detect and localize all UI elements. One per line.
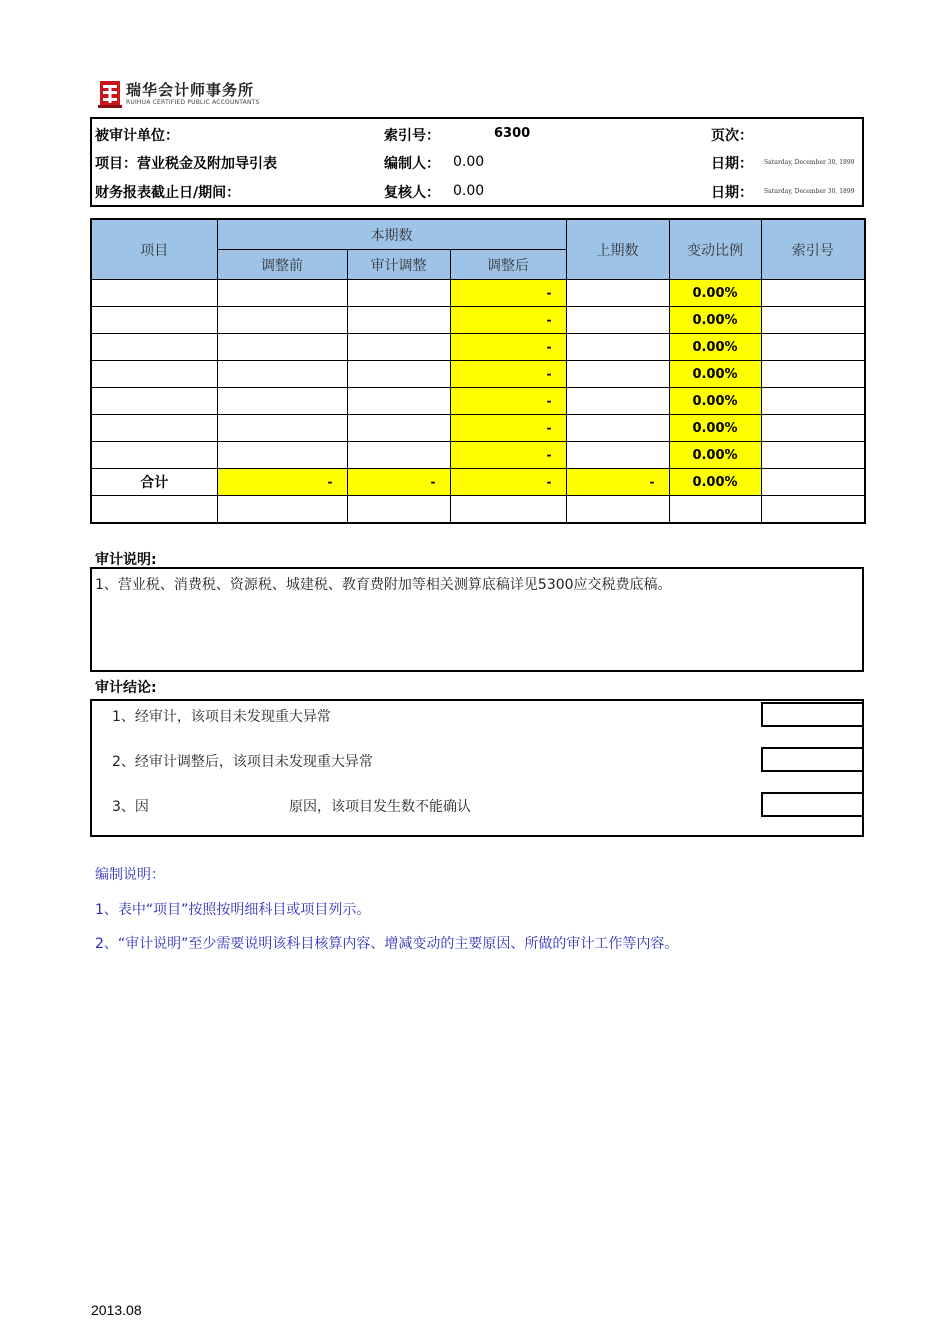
table-row — [91, 307, 865, 334]
cell-before[interactable] — [217, 388, 347, 415]
cell-after: - — [450, 280, 566, 307]
cell-ref[interactable] — [761, 415, 865, 442]
cell-adj[interactable] — [347, 388, 450, 415]
conclusion-checkbox-1[interactable] — [761, 702, 863, 727]
logo-seal-icon — [98, 77, 122, 109]
cell-ratio: 0.00% — [669, 334, 761, 361]
conclusion-item-2: 2、经审计调整后，该项目未发现重大异常 — [112, 754, 373, 770]
audit-notes-title: 审计说明: — [95, 552, 157, 568]
instructions-title: 编制说明： — [95, 867, 165, 883]
logo-subtitle: RUIHUA CERTIFIED PUBLIC ACCOUNTANTS — [126, 99, 260, 106]
company-logo — [98, 75, 258, 111]
cell-ref[interactable] — [761, 361, 865, 388]
date-value-2: Saturday, December 30, 1899 — [764, 188, 855, 195]
cell-item[interactable] — [91, 496, 217, 524]
cell-ratio: 0.00% — [669, 442, 761, 469]
date-label-1: 日期： — [711, 156, 753, 172]
cell-ref[interactable] — [761, 334, 865, 361]
header-item: 项目 — [91, 219, 217, 280]
reviewer-value: 0.00 — [453, 183, 485, 199]
cell-item[interactable] — [91, 280, 217, 307]
cell-after: - — [450, 361, 566, 388]
logo-name: 瑞华会计师事务所 — [126, 81, 255, 99]
cell-prior[interactable] — [566, 280, 669, 307]
instructions-line-1: 1、表中“项目”按照按明细科目或项目列示。 — [95, 902, 371, 918]
cell-prior[interactable] — [566, 496, 669, 524]
cell-item[interactable] — [91, 442, 217, 469]
cell-ratio: 0.00% — [669, 415, 761, 442]
total-before: - — [217, 469, 347, 496]
cell-ref[interactable] — [761, 388, 865, 415]
cell-prior[interactable] — [566, 388, 669, 415]
audit-notes-box[interactable] — [90, 567, 864, 672]
table-row — [91, 415, 865, 442]
cell-after: - — [450, 415, 566, 442]
table-row — [91, 361, 865, 388]
reviewer-label: 复核人： — [384, 185, 440, 201]
client-label: 被审计单位： — [95, 128, 179, 144]
cell-item[interactable] — [91, 415, 217, 442]
date-label-2: 日期： — [711, 185, 753, 201]
cell-ratio: 0.00% — [669, 307, 761, 334]
preparer-label: 编制人： — [384, 156, 440, 172]
table-row — [91, 280, 865, 307]
audit-conclusion-title: 审计结论: — [95, 680, 157, 696]
project-label: 项目：营业税金及附加导引表 — [95, 156, 277, 172]
header-info-box — [90, 117, 864, 207]
cell-before[interactable] — [217, 361, 347, 388]
cell-prior[interactable] — [566, 334, 669, 361]
index-label: 索引号： — [384, 128, 440, 144]
date-value-1: Saturday, December 30, 1899 — [764, 159, 855, 166]
lead-schedule-table — [90, 218, 866, 524]
preparer-value: 0.00 — [453, 154, 485, 170]
cell-after[interactable] — [450, 496, 566, 524]
cell-before[interactable] — [217, 415, 347, 442]
total-ratio: 0.00% — [669, 469, 761, 496]
instructions-line-2: 2、“审计说明”至少需要说明该科目核算内容、增减变动的主要原因、所做的审计工作等内容。 — [95, 936, 679, 952]
cell-before[interactable] — [217, 280, 347, 307]
cell-before[interactable] — [217, 442, 347, 469]
cell-ratio: 0.00% — [669, 388, 761, 415]
header-before-adj: 调整前 — [217, 250, 347, 280]
conclusion-checkbox-3[interactable] — [761, 792, 863, 817]
cell-after: - — [450, 388, 566, 415]
index-value: 6300 — [494, 126, 531, 141]
total-after: - — [450, 469, 566, 496]
cell-before[interactable] — [217, 307, 347, 334]
table-row — [91, 334, 865, 361]
header-audit-adj: 审计调整 — [347, 250, 450, 280]
cell-prior[interactable] — [566, 442, 669, 469]
cell-prior[interactable] — [566, 307, 669, 334]
cell-adj[interactable] — [347, 334, 450, 361]
cell-ref[interactable] — [761, 280, 865, 307]
blank-row — [91, 496, 865, 524]
header-ref: 索引号 — [761, 219, 865, 280]
conclusion-item-1: 1、经审计，该项目未发现重大异常 — [112, 709, 331, 725]
cell-adj[interactable] — [347, 415, 450, 442]
total-adj: - — [347, 469, 450, 496]
cell-before[interactable] — [217, 334, 347, 361]
cell-ratio: 0.00% — [669, 280, 761, 307]
cell-item[interactable] — [91, 361, 217, 388]
cell-item[interactable] — [91, 334, 217, 361]
cell-adj[interactable] — [347, 361, 450, 388]
table-header-row — [91, 219, 865, 250]
total-row — [91, 469, 865, 496]
header-current: 本期数 — [217, 219, 566, 250]
cell-adj[interactable] — [347, 307, 450, 334]
cell-after: - — [450, 307, 566, 334]
cell-ref[interactable] — [761, 442, 865, 469]
cell-item[interactable] — [91, 307, 217, 334]
header-prior: 上期数 — [566, 219, 669, 280]
cell-prior[interactable] — [566, 415, 669, 442]
cell-item[interactable] — [91, 388, 217, 415]
cell-after: - — [450, 334, 566, 361]
total-ref[interactable] — [761, 469, 865, 496]
conclusion-item-3-suffix: 原因，该项目发生数不能确认 — [289, 799, 471, 815]
total-label: 合计 — [91, 469, 217, 496]
footer-version: 2013.08 — [91, 1302, 142, 1318]
header-change-ratio: 变动比例 — [669, 219, 761, 280]
period-label: 财务报表截止日/期间： — [95, 185, 241, 201]
conclusion-item-3: 3、因 — [112, 799, 149, 815]
audit-conclusion-box — [90, 699, 864, 837]
table-row — [91, 442, 865, 469]
conclusion-checkbox-2[interactable] — [761, 747, 863, 772]
table-row — [91, 388, 865, 415]
cell-prior[interactable] — [566, 361, 669, 388]
cell-ratio: 0.00% — [669, 361, 761, 388]
cell-adj[interactable] — [347, 280, 450, 307]
cell-adj[interactable] — [347, 496, 450, 524]
cell-ratio[interactable] — [669, 496, 761, 524]
total-prior: - — [566, 469, 669, 496]
cell-ref[interactable] — [761, 496, 865, 524]
cell-after: - — [450, 442, 566, 469]
cell-before[interactable] — [217, 496, 347, 524]
header-after-adj: 调整后 — [450, 250, 566, 280]
cell-adj[interactable] — [347, 442, 450, 469]
cell-ref[interactable] — [761, 307, 865, 334]
audit-notes-text: 1、营业税、消费税、资源税、城建税、教育费附加等相关测算底稿详见5300应交税费底稿。 — [95, 577, 672, 593]
page-label: 页次： — [711, 128, 753, 144]
